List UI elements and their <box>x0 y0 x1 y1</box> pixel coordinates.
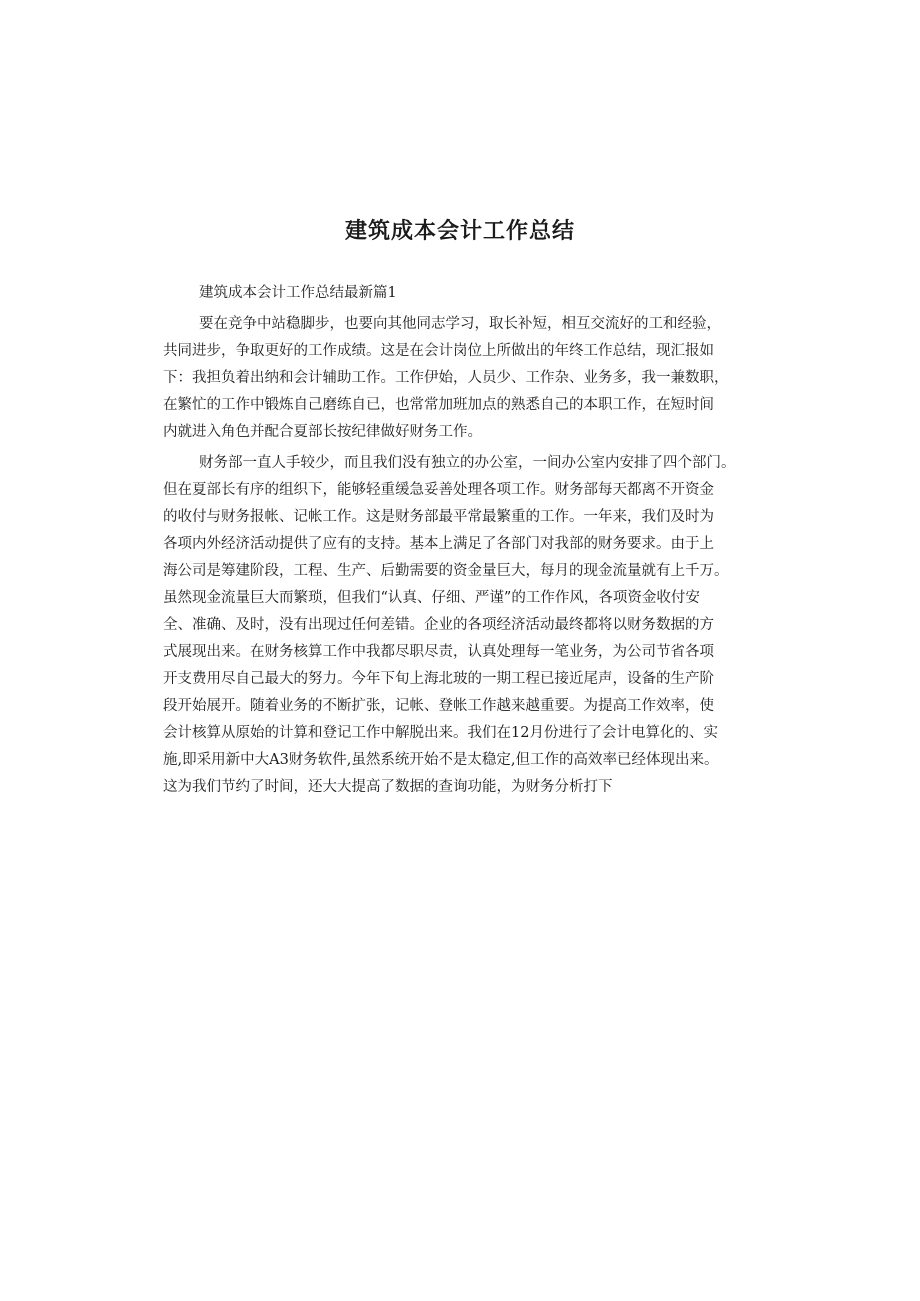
paragraph-2-line: 虽然现金流量巨大而繁琐，但我们“认真、仔细、严谨”的工作作风，各项资金收付安 <box>163 590 700 606</box>
subheading: 建筑成本会计工作总结最新篇1 <box>199 285 397 301</box>
paragraph-2-line: 段开始展开。随着业务的不断扩张，记帐、登帐工作越来越重要。为提高工作效率，使 <box>163 698 714 714</box>
paragraph-2-line: 开支费用尽自己最大的努力。今年下旬上海北玻的一期工程已接近尾声，设备的生产阶 <box>163 671 714 687</box>
paragraph-1-line: 共同进步，争取更好的工作成绩。这是在会计岗位上所做出的年终工作总结，现汇报如 <box>163 343 714 359</box>
document-title: 建筑成本会计工作总结 <box>344 219 575 244</box>
paragraph-2-line: 的收付与财务报帐、记帐工作。这是财务部最平常最繁重的工作。一年来，我们及时为 <box>163 509 714 525</box>
paragraph-2-line: 这为我们节约了时间，还大大提高了数据的查询功能，为财务分析打下 <box>163 779 613 795</box>
paragraph-1-line: 下：我担负着出纳和会计辅助工作。工作伊始，人员少、工作杂、业务多，我一兼数职， <box>163 370 729 386</box>
document-body <box>163 280 767 801</box>
paragraph-2-line: 财务部一直人手较少，而且我们没有独立的办公室，一间办公室内安排了四个部门。 <box>199 455 736 471</box>
paragraph-2-line: 会计核算从原始的计算和登记工作中解脱出来。我们在12月份进行了会计电算化的、实 <box>163 725 718 741</box>
paragraph-2-line: 施,即采用新中大A3财务软件,虽然系统开始不是太稳定,但工作的高效率已经体现出来。 <box>163 752 719 768</box>
paragraph-2-line: 但在夏部长有序的组织下，能够轻重缓急妥善处理各项工作。财务部每天都离不开资金 <box>163 482 714 498</box>
paragraph-1-line: 要在竞争中站稳脚步，也要向其他同志学习，取长补短，相互交流好的工和经验， <box>199 316 721 332</box>
paragraph-2 <box>163 450 767 801</box>
paragraph-1 <box>163 311 767 446</box>
paragraph-2-line: 式展现出来。在财务核算工作中我都尽职尽责，认真处理每一笔业务，为公司节省各项 <box>163 644 714 660</box>
paragraph-2-line: 各项内外经济活动提供了应有的支持。基本上满足了各部门对我部的财务要求。由于上 <box>163 536 714 552</box>
paragraph-2-line: 全、准确、及时，没有出现过任何差错。企业的各项经济活动最终都将以财务数据的方 <box>163 617 714 633</box>
paragraph-1-line: 内就进入角色并配合夏部长按纪律做好财务工作。 <box>163 424 482 440</box>
paragraph-1-line: 在繁忙的工作中锻炼自己磨练自已，也常常加班加点的熟悉自己的本职工作，在短时间 <box>163 397 714 413</box>
paragraph-2-line: 海公司是筹建阶段，工程、生产、后勤需要的资金量巨大，每月的现金流量就有上千万。 <box>163 563 729 579</box>
